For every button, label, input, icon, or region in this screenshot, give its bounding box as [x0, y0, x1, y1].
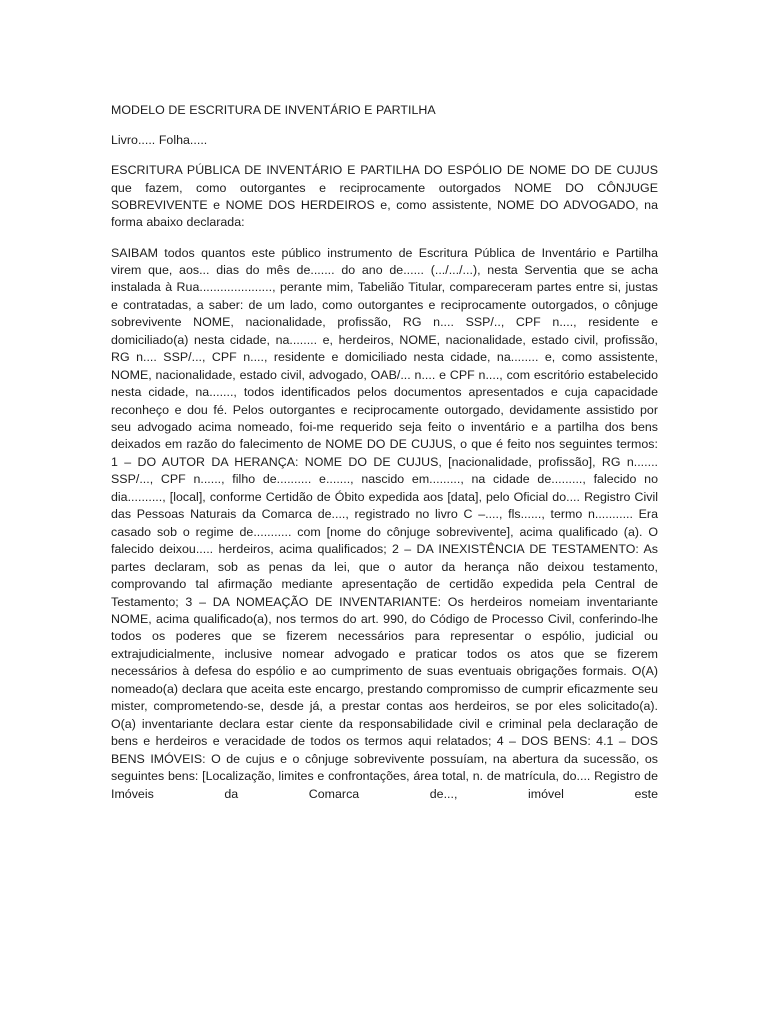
deed-preamble-paragraph: ESCRITURA PÚBLICA DE INVENTÁRIO E PARTILHA DO ESPÓLIO DE NOME DO DE CUJUS que fazem, como outorgantes e reciprocamente outorgados NOME DO CÔNJUGE SOBREVIVENTE e NOME DOS HERDEIROS e, como assistente, NOME DO ADVOGADO, na forma abaixo declarada:: [111, 163, 658, 230]
book-folio-line: Livro..... Folha.....: [111, 133, 208, 148]
document-text-block: [111, 102, 658, 803]
deed-body-paragraph: SAIBAM todos quantos este público instrumento de Escritura Pública de Inventário e Partilha virem que, aos... dias do mês de....... do ano de...... (.../.../...), nesta Serventia que se acha instalada à Rua....................., perante mim, Tabelião Titular, compareceram partes entre si, justas e contratadas, a saber: de um lado, como outorgantes e reciprocamente outorgados, o cônjuge sobrevivente NOME, nacionalidade, profissão, RG n.... SSP/.., CPF n...., residente e domiciliado(a) nesta cidade, na........ e, herdeiros, NOME, nacionalidade, estado civil, profissão, RG n.... SSP/..., CPF n...., residente e domiciliado nesta cidade, na........ e, como assistente, NOME, nacionalidade, estado civil, advogado, OAB/... n.... e CPF n...., com escritório estabelecido nesta cidade, na......., todos identificados pelos documentos apresentados e cuja capacidade reconheço e dou fé. Pelos outorgantes e reciprocamente outorgado, devidamente assistido por seu advogado acima nomeado, foi-me requerido seja feito o inventário e a partilha dos bens deixados em razão do falecimento de NOME DO DE CUJUS, o que é feito nos seguintes termos: 1 – DO AUTOR DA HERANÇA: NOME DO DE CUJUS, [nacionalidade, profissão], RG n....... SSP/..., CPF n......, filho de.......... e......., nascido em........., na cidade de........., falecido no dia.........., [local], conforme Certidão de Óbito expedida aos [data], pelo Oficial do.... Registro Civil das Pessoas Naturais da Comarca de...., registrado no livro C –...., fls......, termo n........... Era casado sob o regime de........... com [nome do cônjuge sobrevivente], acima qualificado (a). O falecido deixou..... herdeiros, acima qualificados; 2 – DA INEXISTÊNCIA DE TESTAMENTO: As partes declaram, sob as penas da lei, que o autor da herança não deixou testamento, comprovando tal afirmação mediante apresentação de certidão expedida pela Central de Testamento; 3 – DA NOMEAÇÃO DE INVENTARIANTE: Os herdeiros nomeiam inventariante NOME, acima qualificado(a), nos termos do art. 990, do Código de Processo Civil, conferindo-lhe todos os poderes que se fizerem necessários para representar o espólio, judicial ou extrajudicialmente, inclusive nomear advogado e praticar todos os atos que se fizerem necessários à defesa do espólio e ao cumprimento de suas eventuais obrigações formais. O(A) nomeado(a) declara que aceita este encargo, prestando compromisso de cumprir eficazmente seu mister, comprometendo-se, desde já, a prestar contas aos herdeiros, se por eles solicitado(a). O(a) inventariante declara estar ciente da responsabilidade civil e criminal pela declaração de bens e herdeiros e veracidade de todos os termos aqui relatados; 4 – DOS BENS: 4.1 – DOS BENS IMÓVEIS: O de cujus e o cônjuge sobrevivente possuíam, na abertura da sucessão, os seguintes bens: [Localização, limites e confrontações, área total, n. de matrícula, do.... Registro de Imóveis da Comarca de..., imóvel este: [111, 245, 658, 801]
document-title: MODELO DE ESCRITURA DE INVENTÁRIO E PARTILHA: [111, 103, 436, 117]
